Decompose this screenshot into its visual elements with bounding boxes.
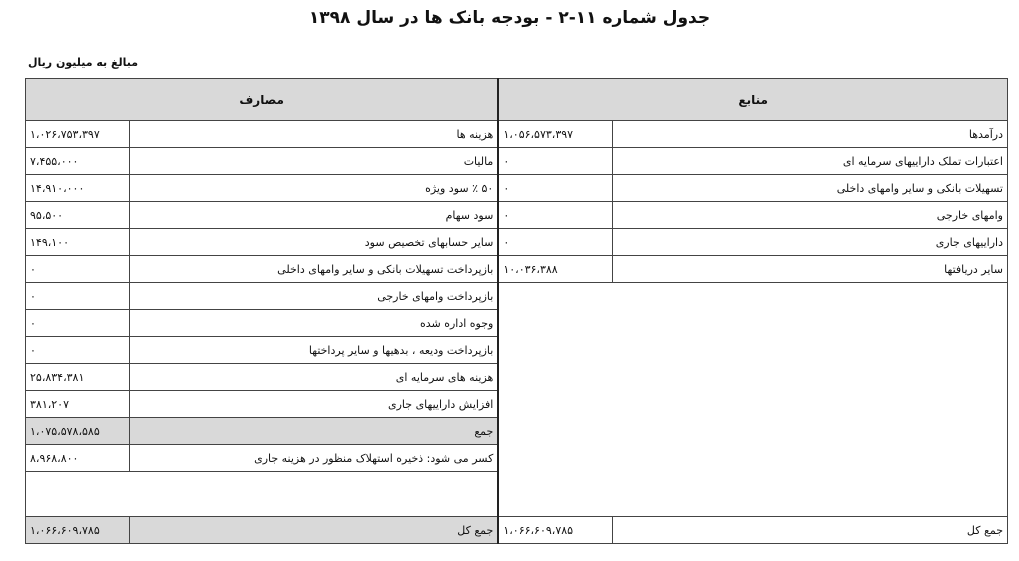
use-value: ۱،۰۲۶،۷۵۳،۳۹۷	[26, 121, 130, 148]
subtotal-label: جمع	[129, 418, 498, 445]
source-label: سایر دریافتها	[613, 256, 1008, 283]
table-title: جدول شماره ۱۱-۲ - بودجه بانک ها در سال ۱۳۹۸	[308, 8, 711, 28]
use-label: بازپرداخت ودیعه ، بدهیها و سایر پرداختها	[129, 337, 498, 364]
source-value: ۰	[498, 202, 612, 229]
use-label: وجوه اداره شده	[129, 310, 498, 337]
source-value: ۱،۰۵۶،۵۷۳،۳۹۷	[498, 121, 612, 148]
source-value: ۰	[498, 175, 612, 202]
use-label: سایر حسابهای تخصیص سود	[129, 229, 498, 256]
budget-table	[25, 78, 1008, 544]
use-label: ۵۰ ٪ سود ویژه	[129, 175, 498, 202]
use-value: ۰	[26, 256, 130, 283]
use-total-value: ۱،۰۶۶،۶۰۹،۷۸۵	[26, 517, 130, 544]
table-row	[26, 256, 1008, 283]
source-total-value: ۱،۰۶۶،۶۰۹،۷۸۵	[498, 517, 612, 544]
unit-note: مبالغ به میلیون ریال	[28, 56, 139, 69]
use-value: ۰	[26, 283, 130, 310]
source-label: درآمدها	[613, 121, 1008, 148]
source-label: تسهیلات بانکی و سایر وامهای داخلی	[613, 175, 1008, 202]
table-row	[26, 283, 1008, 310]
source-value: ۰	[498, 148, 612, 175]
source-label: اعتبارات تملک داراییهای سرمایه ای	[613, 148, 1008, 175]
use-total-label: جمع کل	[129, 517, 498, 544]
header-row	[26, 79, 1008, 121]
source-label: داراییهای جاری	[613, 229, 1008, 256]
grand-total-row	[26, 517, 1008, 544]
empty-cell	[26, 472, 499, 517]
use-label: بازپرداخت وامهای خارجی	[129, 283, 498, 310]
use-label: بازپرداخت تسهیلات بانکی و سایر وامهای داخلی	[129, 256, 498, 283]
use-label: سود سهام	[129, 202, 498, 229]
use-value: ۲۵،۸۳۴،۳۸۱	[26, 364, 130, 391]
use-label: افزایش داراییهای جاری	[129, 391, 498, 418]
source-label: وامهای خارجی	[613, 202, 1008, 229]
table-row	[26, 148, 1008, 175]
deduction-value: ۸،۹۶۸،۸۰۰	[26, 445, 130, 472]
sources-empty-area	[498, 283, 1007, 517]
table-row	[26, 175, 1008, 202]
use-value: ۱۴،۹۱۰،۰۰۰	[26, 175, 130, 202]
use-label: هزینه ها	[129, 121, 498, 148]
use-label: هزینه های سرمایه ای	[129, 364, 498, 391]
use-value: ۹۵،۵۰۰	[26, 202, 130, 229]
source-value: ۰	[498, 229, 612, 256]
table-row	[26, 202, 1008, 229]
use-value: ۷،۴۵۵،۰۰۰	[26, 148, 130, 175]
use-value: ۱۴۹،۱۰۰	[26, 229, 130, 256]
deduction-label: کسر می شود: ذخیره استهلاک منظور در هزینه جاری	[129, 445, 498, 472]
use-value: ۰	[26, 337, 130, 364]
source-value: ۱۰،۰۳۶،۳۸۸	[498, 256, 612, 283]
subtotal-value: ۱،۰۷۵،۵۷۸،۵۸۵	[26, 418, 130, 445]
source-total-label: جمع کل	[613, 517, 1008, 544]
uses-header: مصارف	[26, 79, 499, 121]
table-row	[26, 229, 1008, 256]
use-value: ۳۸۱،۲۰۷	[26, 391, 130, 418]
use-value: ۰	[26, 310, 130, 337]
use-label: مالیات	[129, 148, 498, 175]
sources-header: منابع	[498, 79, 1007, 121]
table-row	[26, 121, 1008, 148]
